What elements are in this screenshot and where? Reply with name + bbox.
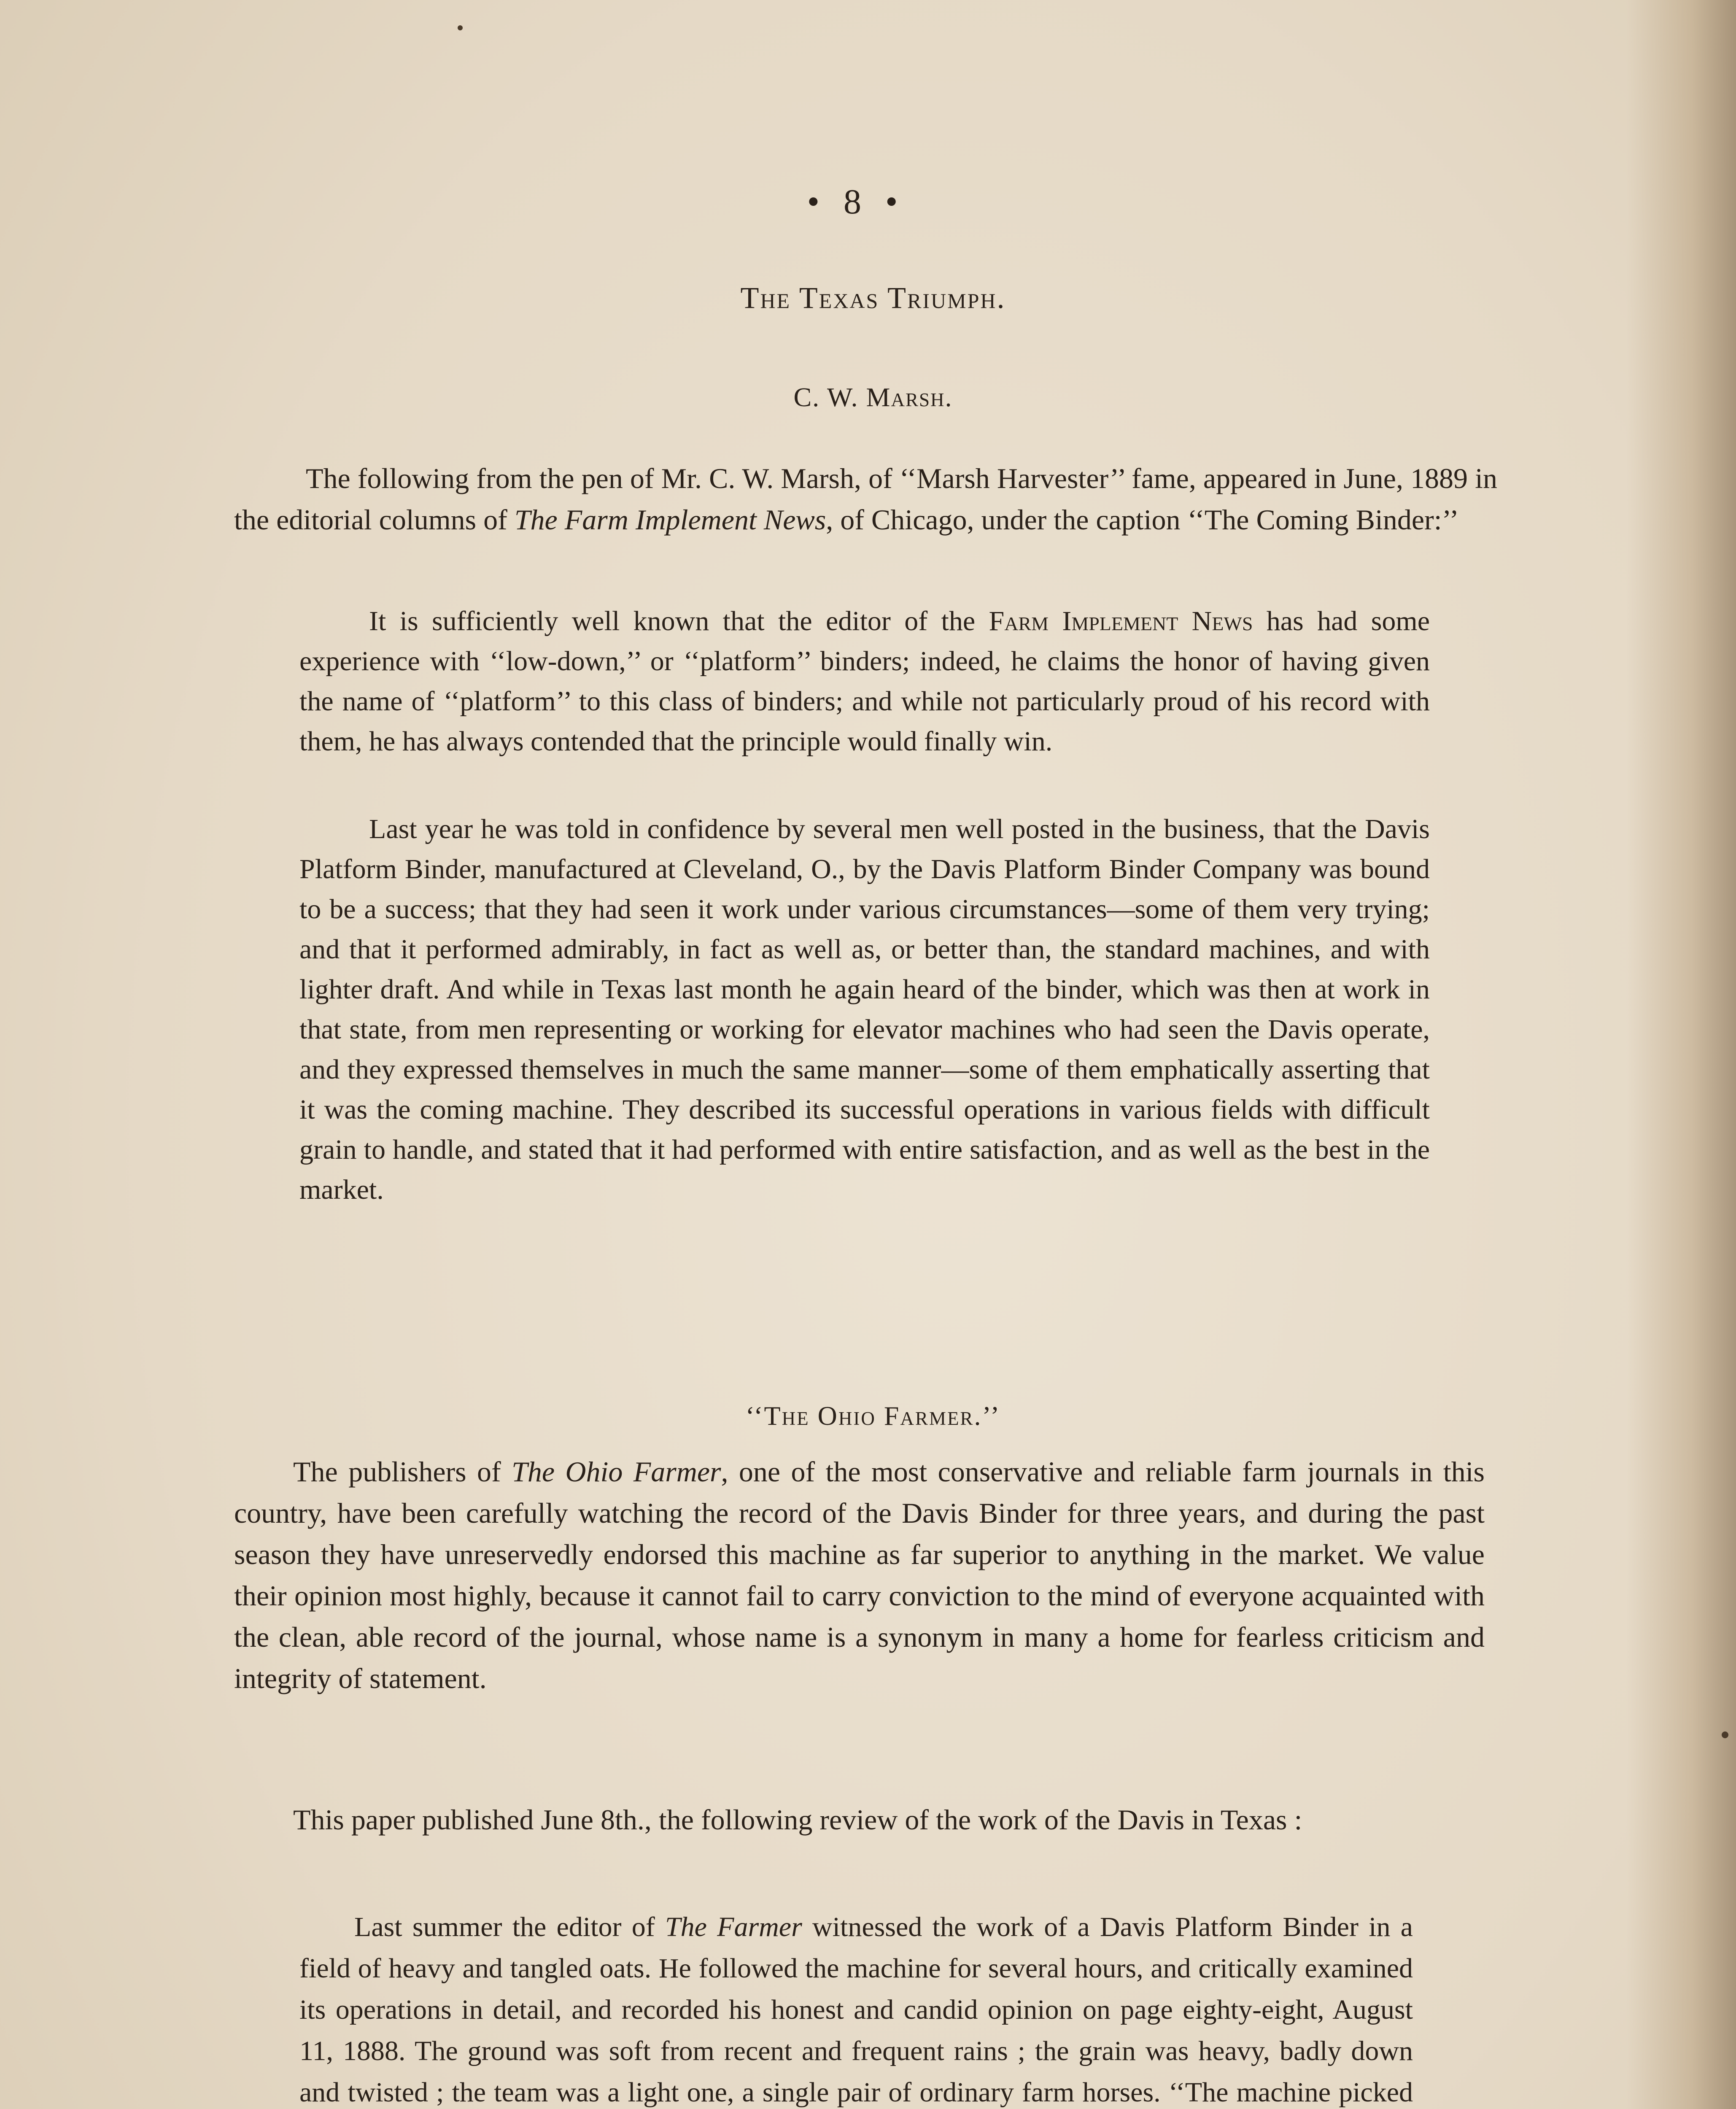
publication-name: Farm Implement News xyxy=(989,606,1253,636)
ink-speck xyxy=(458,25,463,30)
page-edge-shadow xyxy=(1626,0,1736,2109)
publication-title: The Farm Implement News xyxy=(514,504,826,536)
quoted-paragraph: Last year he was told in confidence by several men well posted in the business, that the Davis Platform Binder, manufactured at Cleveland, O., by the Davis Platform Binder Company was bound to be a success; that they had seen it work under various circumstances—some of them very trying; and that it performed admirably, in fact as well as, or better than, the standard machines, and with lighter draft. And while in Texas last month he again heard of the binder, which was then at work in that state, from men representing or working for elevator machines who had seen the Davis operate, and they expressed themselves in much the same manner—some of them emphatically asserting that it was the coming machine. They described its successful operations in various fields with difficult grain to handle, and stated that it had performed with entire satisfaction, and as well as the best in the market. xyxy=(299,814,1430,1205)
article-title: The Texas Triumph. xyxy=(740,281,1006,315)
quoted-paragraph: It is sufficiently well known that the editor of the Farm Implement News has had some experience with ‘‘low-down,’’ or ‘‘platform’’ binders; indeed, he claims the honor of having given the name of ‘‘platform’’ to this class of binders; and while not particularly proud of his record with them, he has always contended that the principle would finally win. xyxy=(299,606,1430,757)
body-paragraph: The publishers of The Ohio Farmer, one of the most conservative and reliable farm journals in this country, have been carefully watching the record of the Davis Binder for three years, and during the past season they have unreservedly endorsed this machine as far superior to anything in the market. We value their opinion most highly, because it cannot fail to carry conviction to the mind of everyone acquainted with the clean, able record of the journal, whose name is a synonym in many a home for fearless criticism and integrity of statement. xyxy=(234,1456,1485,1694)
ink-speck xyxy=(1722,1731,1728,1738)
publication-title: The Ohio Farmer xyxy=(512,1456,721,1488)
section-heading: ‘‘The Ohio Farmer.’’ xyxy=(745,1401,1001,1431)
intro-paragraph: The following from the pen of Mr. C. W. Marsh, of ‘‘Marsh Harvester’’ fame, appeared in June, 1889 in the editorial columns of The Farm Implement News, of Chicago, under the caption ‘‘The Coming Binder:’’ xyxy=(234,462,1497,536)
page-number: • 8 • xyxy=(807,182,906,221)
publication-title: The Farmer xyxy=(665,1912,802,1942)
body-paragraph: This paper published June 8th., the following review of the work of the Davis in Texas : xyxy=(293,1804,1302,1836)
article-byline: C. W. Marsh. xyxy=(793,382,953,412)
quoted-paragraph: Last summer the editor of The Farmer witnessed the work of a Davis Platform Binder in a field of heavy and tangled oats. He followed the machine for several hours, and critically examined its operations in detail, and recorded his honest and candid opinion on page eighty-eight, August 11, 1888. The ground was soft from recent and frequent rains ; the grain was heavy, badly down and twisted ; the team was a light one, a single pair of ordinary farm horses. ‘‘The machine picked xyxy=(299,1912,1413,2108)
